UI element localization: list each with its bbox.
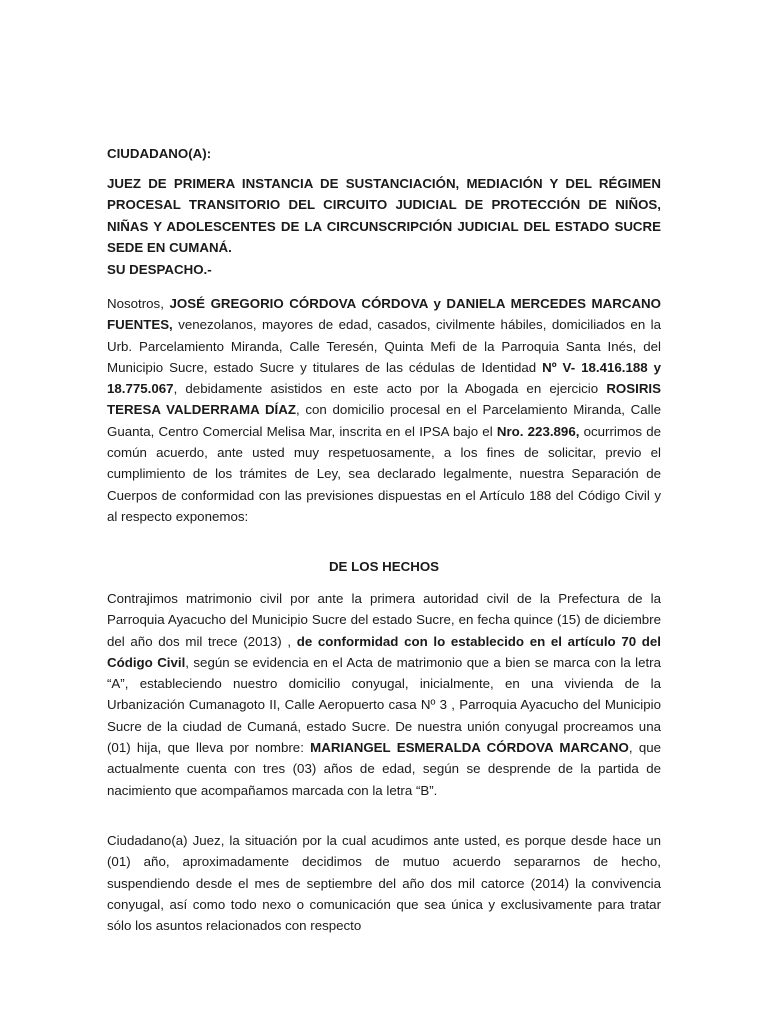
facts-text-1: Contrajimos matrimonio civil por ante la primera autoridad civil de la Prefectura de la Parroquia Ayacucho del Municipio Sucre del estado Sucre, en fecha quince (15) de diciembre del año dos mil trece (2013) , — [107, 591, 661, 649]
section-heading: DE LOS HECHOS — [328, 559, 440, 574]
intro-text-2: venezolanos, mayores de edad, casados, civilmente hábiles, domiciliados en la Urb. Parcelamiento Miranda, Calle Teresén, Quinta Mefi de la Parroquia Santa Inés, del Municipio Sucre, estado Sucre y titulares de las cédulas de Identidad — [107, 317, 661, 375]
addressee-salutation: CIUDADANO(A): — [107, 146, 212, 161]
separation-paragraph: Ciudadano(a) Juez, la situación por la cual acudimos ante usted, es porque desde hace un (01) año, aproximadamente decidimos de mutuo acuerdo separarnos de hecho, suspendiendo desde el mes de septiembre del año dos mil catorce (2014) la convivencia conyugal, así como todo nexo o comunicación que sea única y exclusivamente para tratar sólo los asuntos relacionados con respecto — [107, 833, 661, 934]
intro-text-1: Nosotros, — [107, 296, 170, 311]
legal-reference: de conformidad con lo establecido en el artículo 70 del Código Civil — [107, 633, 662, 670]
facts-text-2: , según se evidencia en el Acta de matrimonio que a bien se marca con la letra “A”, estableciendo nuestro domicilio conyugal, inicialmente, en una vivienda de la Urbanización Cumanagoto II, Calle Aeropuerto casa Nº 3 , Parroquia Ayacucho del Municipio Sucre de la ciudad de Cumaná, estado Sucre. De nuestra unión conyugal procreamos una (01) hija, que lleva por nombre: — [107, 654, 662, 756]
ipsa-number: Nro. 223.896, — [496, 423, 580, 439]
facts-text-3: , que actualmente cuenta con tres (03) años de edad, según se desprende de la partida de nacimiento que acompañamos marcada con la letra “B”. — [107, 740, 662, 798]
intro-paragraph — [107, 293, 661, 527]
id-numbers: Nº V- 18.416.188 y 18.775.067 — [107, 359, 661, 397]
facts-paragraph — [107, 588, 661, 801]
petitioner-names: JOSÉ GREGORIO CÓRDOVA CÓRDOVA y DANIELA MERCEDES MARCANO FUENTES, — [107, 296, 661, 333]
intro-text-5: ocurrimos de común acuerdo, ante usted muy respetuosamente, a los fines de solicitar, previo el cumplimiento de los trámites de Ley, sea declarado legalmente, nuestra Separación de Cuerpos de conformidad con las previsiones dispuestas en el Artículo 188 del Código Civil y al respecto exponemos: — [107, 423, 661, 524]
addressee-court: JUEZ DE PRIMERA INSTANCIA DE SUSTANCIACIÓN, MEDIACIÓN Y DEL RÉGIMEN PROCESAL TRANSITORIO DEL CIRCUITO JUDICIAL DE PROTECCIÓN DE NIÑOS, NIÑAS Y ADOLESCENTES DE LA CIRCUNSCRIPCIÓN JUDICIAL DEL ESTADO SUCRE SEDE EN CUMANÁ. — [107, 175, 661, 255]
child-name: MARIANGEL ESMERALDA CÓRDOVA MARCANO — [310, 740, 629, 756]
lawyer-name: ROSIRIS TERESA VALDERRAMA DÍAZ — [107, 381, 661, 418]
intro-text-3: , debidamente asistidos en este acto por la Abogada en ejercicio — [173, 381, 607, 397]
addressee-block — [107, 143, 661, 280]
addressee-office: SU DESPACHO.- — [107, 261, 212, 277]
intro-text-4: , con domicilio procesal en el Parcelamiento Miranda, Calle Guanta, Centro Comercial Melisa Mar, inscrita en el IPSA bajo el — [107, 402, 661, 439]
